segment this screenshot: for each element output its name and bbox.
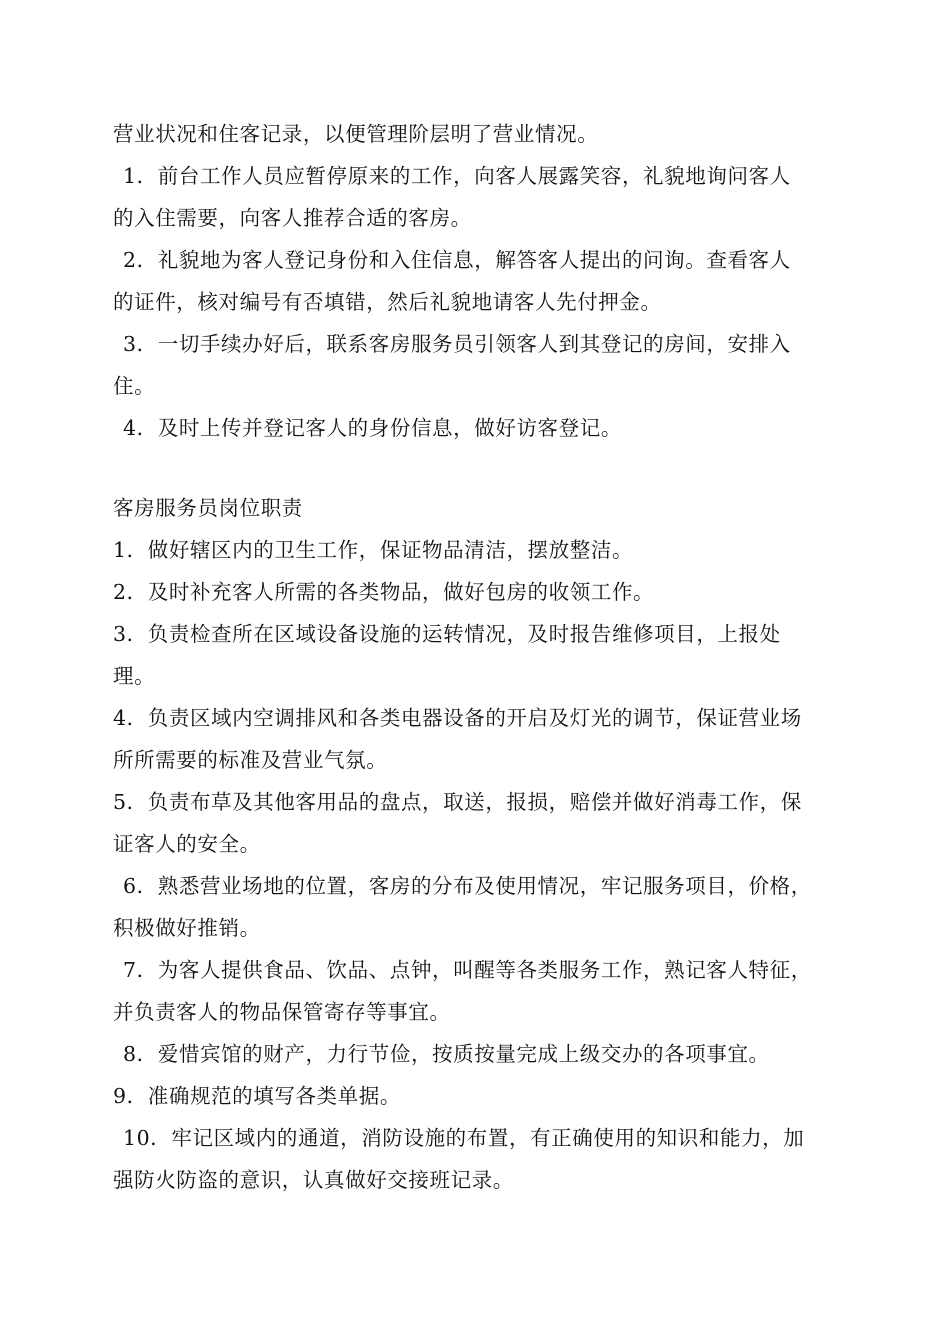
housekeeping-item-5-line-1: 5．负责布草及其他客用品的盘点，取送，报损，赔偿并做好消毒工作，保 bbox=[113, 790, 802, 814]
frontdesk-item-4-line-1: 4．及时上传并登记客人的身份信息，做好访客登记。 bbox=[123, 416, 622, 440]
housekeeping-item-7-line-2: 并负责客人的物品保管寄存等事宜。 bbox=[113, 1000, 451, 1024]
housekeeping-item-7-line-1: 7．为客人提供食品、饮品、点钟，叫醒等各类服务工作，熟记客人特征， bbox=[123, 958, 812, 982]
frontdesk-item-1-line-2: 的入住需要，向客人推荐合适的客房。 bbox=[113, 206, 472, 230]
frontdesk-item-1-line-1: 1．前台工作人员应暂停原来的工作，向客人展露笑容，礼貌地询问客人 bbox=[123, 164, 791, 188]
housekeeping-item-3-line-1: 3．负责检查所在区域设备设施的运转情况，及时报告维修项目，上报处 bbox=[113, 622, 781, 646]
frontdesk-item-3-line-1: 3．一切手续办好后，联系客房服务员引领客人到其登记的房间，安排入 bbox=[123, 332, 791, 356]
section-title: 客房服务员岗位职责 bbox=[113, 496, 303, 520]
housekeeping-item-2-line-1: 2．及时补充客人所需的各类物品，做好包房的收领工作。 bbox=[113, 580, 655, 604]
section-spacer bbox=[113, 449, 841, 487]
housekeeping-item-10-line-2: 强防火防盗的意识，认真做好交接班记录。 bbox=[113, 1168, 514, 1192]
housekeeping-item-3-line-2: 理。 bbox=[113, 664, 156, 688]
frontdesk-item-3-line-2: 住。 bbox=[113, 374, 156, 398]
intro-line: 营业状况和住客记录，以便管理阶层明了营业情况。 bbox=[113, 122, 599, 146]
frontdesk-item-2-line-2: 的证件，核对编号有否填错，然后礼貌地请客人先付押金。 bbox=[113, 290, 662, 314]
housekeeping-item-10-line-1: 10．牢记区域内的通道，消防设施的布置，有正确使用的知识和能力，加 bbox=[123, 1126, 805, 1150]
housekeeping-item-5-line-2: 证客人的安全。 bbox=[113, 832, 261, 856]
housekeeping-item-4-line-2: 所所需要的标准及营业气氛。 bbox=[113, 748, 388, 772]
housekeeping-item-1-line-1: 1．做好辖区内的卫生工作，保证物品清洁，摆放整洁。 bbox=[113, 538, 634, 562]
housekeeping-item-6-line-2: 积极做好推销。 bbox=[113, 916, 261, 940]
frontdesk-item-2-line-1: 2．礼貌地为客人登记身份和入住信息，解答客人提出的问询。查看客人 bbox=[123, 248, 791, 272]
housekeeping-item-9-line-1: 9．准确规范的填写各类单据。 bbox=[113, 1084, 401, 1108]
document-body bbox=[113, 113, 841, 1201]
housekeeping-item-8-line-1: 8．爱惜宾馆的财产，力行节俭，按质按量完成上级交办的各项事宜。 bbox=[123, 1042, 770, 1066]
housekeeping-item-4-line-1: 4．负责区域内空调排风和各类电器设备的开启及灯光的调节，保证营业场 bbox=[113, 706, 802, 730]
housekeeping-item-6-line-1: 6．熟悉营业场地的位置，客房的分布及使用情况，牢记服务项目，价格， bbox=[123, 874, 812, 898]
